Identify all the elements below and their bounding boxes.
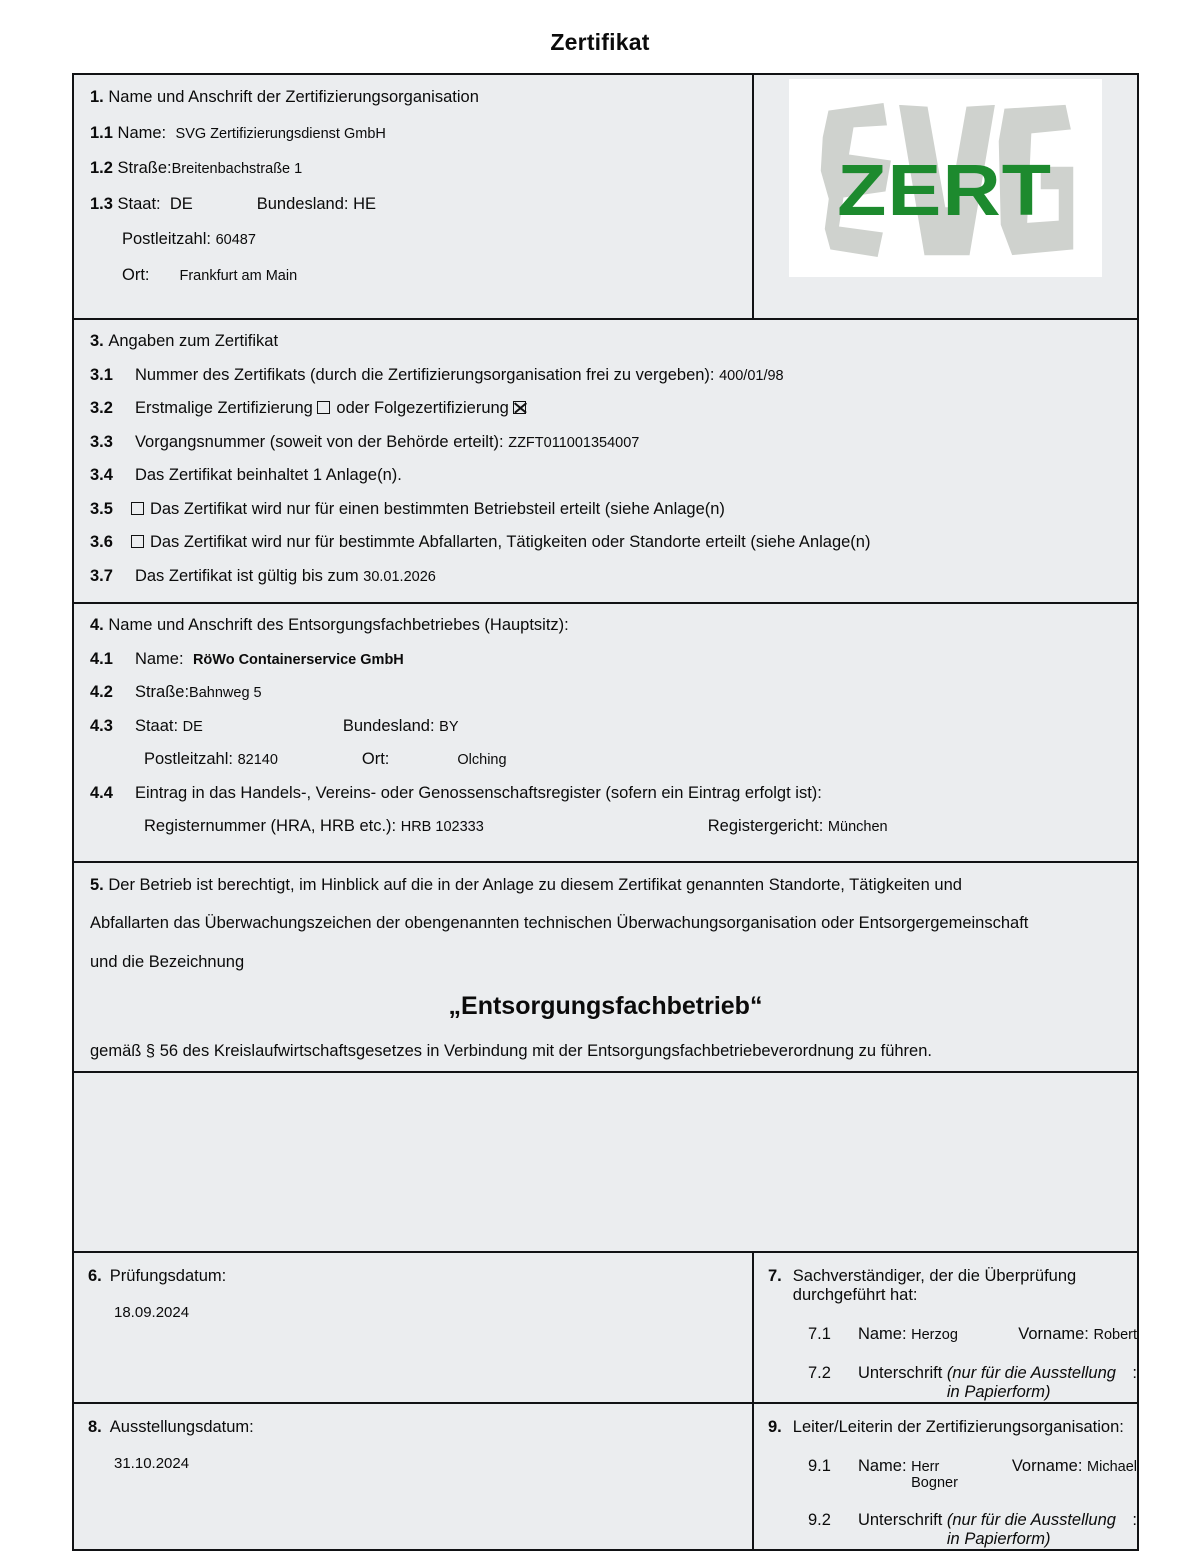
item-number: 7.2 xyxy=(808,1364,831,1382)
item-3-4 xyxy=(90,467,1121,484)
field-num: 1.3 xyxy=(90,194,113,213)
item-7-2 xyxy=(808,1364,1137,1402)
signature-label: Unterschrift xyxy=(857,1511,943,1529)
field-num: 4.2 xyxy=(90,683,113,701)
section5-cell xyxy=(73,862,1138,1073)
item-value: ZZFT011001354007 xyxy=(508,434,640,451)
item-number: 3.3 xyxy=(90,432,113,451)
field-register xyxy=(144,818,1121,835)
field-label: Staat: xyxy=(117,194,161,213)
item-text: Das Zertifikat ist gültig bis zum xyxy=(134,566,359,585)
name-label: Name: xyxy=(857,1457,907,1475)
checkbox-betriebsteil[interactable] xyxy=(131,502,144,515)
item-number: 9.2 xyxy=(808,1511,831,1529)
field-label-bundesland: Bundesland: xyxy=(256,194,349,213)
field-company-zip-city xyxy=(144,751,1121,768)
item-value: 400/01/98 xyxy=(719,367,784,384)
field-value: DE xyxy=(169,194,193,213)
item-number: 4.4 xyxy=(90,783,113,802)
logo-cell xyxy=(753,74,1138,319)
field-value: Frankfurt am Main xyxy=(179,267,298,284)
signature-note: (nur für die Ausstellung in Papierform) xyxy=(946,1511,1116,1548)
firstname-value: Michael xyxy=(1087,1459,1137,1475)
field-label: Name: xyxy=(134,649,184,668)
section8-number: 8. xyxy=(88,1418,102,1436)
item-number: 3.1 xyxy=(90,365,113,384)
section1-cell xyxy=(73,74,753,319)
signature-colon: : xyxy=(1132,1364,1137,1382)
item-3-2 xyxy=(90,400,1121,417)
field-org-zip xyxy=(122,231,736,248)
section1-number: 1. xyxy=(90,88,104,106)
field-label: Staat: xyxy=(134,716,179,735)
field-org-state xyxy=(90,196,736,213)
field-label: Straße: xyxy=(117,159,172,177)
field-label: Ort: xyxy=(122,265,150,284)
field-company-street xyxy=(90,684,1121,701)
field-value-plz: 82140 xyxy=(237,752,278,768)
court-label: Registergericht: xyxy=(707,817,824,835)
section6-cell xyxy=(73,1252,753,1403)
section4-number: 4. xyxy=(90,616,104,634)
field-value: Bahnweg 5 xyxy=(189,685,262,701)
section8-heading xyxy=(88,1418,752,1437)
item-3-6 xyxy=(90,534,1121,551)
page-title: Zertifikat xyxy=(550,29,650,55)
section9-heading-text: Leiter/Leiterin der Zertifizierungsorganisation: xyxy=(792,1418,1124,1436)
table-row-section6-7 xyxy=(73,1252,1138,1403)
checkbox-abfallarten[interactable] xyxy=(131,535,144,548)
section9-cell xyxy=(753,1403,1138,1550)
section8-date: 31.10.2024 xyxy=(114,1455,190,1472)
item-number: 3.6 xyxy=(90,533,113,551)
section3-number: 3. xyxy=(90,332,104,350)
firstname-value: Robert xyxy=(1093,1327,1137,1343)
name-value: Herzog xyxy=(911,1327,958,1343)
item-text: Das Zertifikat wird nur für bestimmte Abfallarten, Tätigkeiten oder Standorte erteilt (siehe Anlage(n) xyxy=(149,533,871,551)
section6-heading xyxy=(88,1267,752,1286)
logo-graphic xyxy=(789,79,1102,277)
field-value: DE xyxy=(182,718,203,735)
section5-number: 5. xyxy=(90,875,104,894)
certificate-table xyxy=(72,73,1139,1551)
section4-heading-text: Name und Anschrift des Entsorgungsfachbetriebes (Hauptsitz): xyxy=(108,616,569,634)
item-number: 9.1 xyxy=(808,1457,831,1475)
table-row-section1 xyxy=(73,74,1138,319)
firstname-label: Vorname: xyxy=(1011,1457,1083,1475)
section1-heading-text: Name und Anschrift der Zertifizierungsorganisation xyxy=(108,88,479,106)
section5-footer: gemäß § 56 des Kreislaufwirtschaftsgesetzes in Verbindung mit der Entsorgungsfachbetriebeverordnung zu führen. xyxy=(90,1042,932,1060)
field-value: Breitenbachstraße 1 xyxy=(171,161,303,177)
field-org-name xyxy=(90,125,736,142)
field-label-ort: Ort: xyxy=(361,750,390,768)
signature-note: (nur für die Ausstellung in Papierform) xyxy=(946,1364,1116,1401)
section5-line1-text: Der Betrieb ist berechtigt, im Hinblick auf die in der Anlage zu diesem Zertifikat genannten Standorte, Tätigkeiten und xyxy=(108,875,962,894)
svg-text:ZERT: ZERT xyxy=(837,150,1053,232)
item-text: Eintrag in das Handels-, Vereins- oder Genossenschaftsregister (sofern ein Eintrag erfolgt ist): xyxy=(134,783,822,802)
item-text-erstmalig: Erstmalige Zertifizierung xyxy=(134,399,313,417)
table-row-section4 xyxy=(73,603,1138,862)
section4-heading xyxy=(90,617,1121,634)
court-value: München xyxy=(827,819,888,835)
item-text: Nummer des Zertifikats (durch die Zertifizierungsorganisation frei zu vergeben): xyxy=(134,365,715,384)
field-value: 60487 xyxy=(215,232,256,248)
field-org-city xyxy=(122,267,736,284)
section9-heading xyxy=(768,1418,1137,1437)
section6-label: Prüfungsdatum: xyxy=(109,1267,227,1285)
signature-label: Unterschrift xyxy=(857,1364,943,1382)
field-value: RöWo Containerservice GmbH xyxy=(192,651,404,668)
section4-cell xyxy=(73,603,1138,862)
field-value-ort: Olching xyxy=(457,752,507,768)
field-num: 1.1 xyxy=(90,123,113,142)
checkbox-erstmalige-zertifizierung[interactable] xyxy=(317,401,330,414)
item-3-7 xyxy=(90,568,1121,585)
item-number: 7.1 xyxy=(808,1325,831,1343)
item-number: 3.2 xyxy=(90,399,113,417)
field-value-bundesland: HE xyxy=(353,194,377,213)
field-num: 4.1 xyxy=(90,649,113,668)
field-label: Straße: xyxy=(134,683,190,701)
field-label: Name: xyxy=(117,123,167,142)
item-9-1 xyxy=(808,1457,1137,1491)
field-value-bundesland: BY xyxy=(439,718,459,735)
table-row-blank xyxy=(73,1072,1138,1252)
field-label: Postleitzahl: xyxy=(122,230,211,248)
item-text: Vorgangsnummer (soweit von der Behörde erteilt): xyxy=(134,432,504,451)
section9-number: 9. xyxy=(768,1418,782,1436)
table-row-section5 xyxy=(73,862,1138,1073)
section7-cell xyxy=(753,1252,1138,1403)
register-label: Registernummer (HRA, HRB etc.): xyxy=(144,817,397,835)
field-org-street xyxy=(90,160,736,177)
item-9-2 xyxy=(808,1511,1137,1549)
item-value-validity-date: 30.01.2026 xyxy=(363,568,436,585)
item-3-5 xyxy=(90,501,1121,518)
section5-line3: und die Bezeichnung xyxy=(90,952,245,971)
register-value: HRB 102333 xyxy=(400,819,484,835)
section3-heading-text: Angaben zum Zertifikat xyxy=(108,332,279,350)
item-text-folge: oder Folgezertifizierung xyxy=(336,399,509,417)
field-num: 4.3 xyxy=(90,716,113,735)
name-value: Herr Bogner xyxy=(911,1459,958,1491)
section8-cell xyxy=(73,1403,753,1550)
item-3-1 xyxy=(90,367,1121,384)
name-label: Name: xyxy=(857,1325,907,1343)
designation-title: „Entsorgungsfachbetrieb“ xyxy=(448,992,763,1020)
signature-colon: : xyxy=(1132,1511,1137,1529)
field-label-plz: Postleitzahl: xyxy=(144,750,233,768)
section5-line2: Abfallarten das Überwachungszeichen der obengenannten technischen Überwachungsorganisation oder Entsorgergemeinschaft xyxy=(90,914,1029,932)
section5-line1 xyxy=(90,877,1121,894)
firstname-label: Vorname: xyxy=(1018,1325,1089,1343)
section6-number: 6. xyxy=(88,1267,102,1285)
field-num: 1.2 xyxy=(90,159,113,177)
checkbox-folgezertifizierung[interactable] xyxy=(513,401,526,414)
section7-heading xyxy=(768,1267,1137,1305)
table-row-section3 xyxy=(73,319,1138,603)
field-company-name xyxy=(90,651,1121,668)
section6-date: 18.09.2024 xyxy=(114,1304,190,1321)
field-company-state xyxy=(90,718,1121,735)
table-row-section8-9 xyxy=(73,1403,1138,1550)
item-text: Das Zertifikat wird nur für einen bestimmten Betriebsteil erteilt (siehe Anlage(n) xyxy=(149,499,725,518)
section7-heading-text: Sachverständiger, der die Überprüfung durchgeführt hat: xyxy=(792,1267,1077,1304)
section3-cell xyxy=(73,319,1138,603)
item-number: 3.5 xyxy=(90,499,113,518)
section7-number: 7. xyxy=(768,1267,782,1285)
item-3-3 xyxy=(90,434,1121,451)
field-value: SVG Zertifizierungsdienst GmbH xyxy=(175,125,386,142)
svg-zert-logo xyxy=(789,79,1102,277)
item-4-4 xyxy=(90,785,1121,802)
item-number: 3.4 xyxy=(90,466,113,484)
item-number: 3.7 xyxy=(90,566,113,585)
section1-heading xyxy=(90,89,736,106)
section3-heading xyxy=(90,333,1121,350)
item-7-1 xyxy=(808,1325,1137,1344)
field-label-bundesland: Bundesland: xyxy=(342,716,435,735)
section8-label: Ausstellungsdatum: xyxy=(109,1418,254,1436)
blank-signature-area xyxy=(73,1072,1138,1252)
item-text: Das Zertifikat beinhaltet 1 Anlage(n). xyxy=(134,466,402,484)
